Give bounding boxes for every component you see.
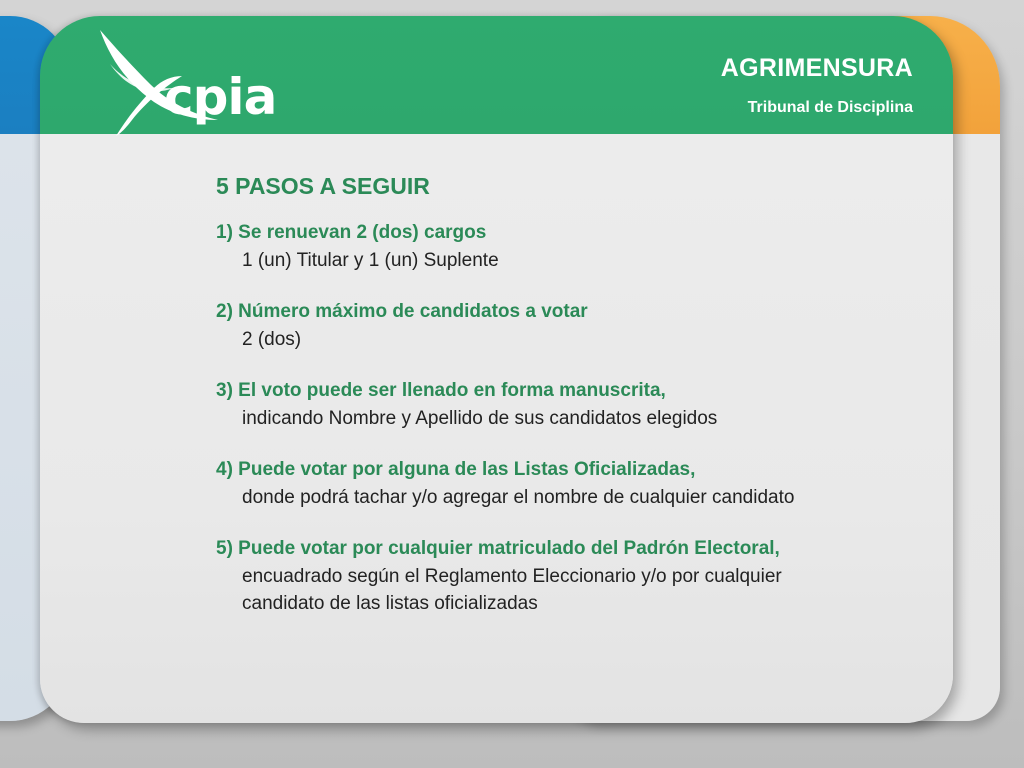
step-item [216,298,936,353]
step-title: 1) Se renuevan 2 (dos) cargos [216,222,487,243]
steps-content [216,171,936,641]
main-slide-card [40,16,953,723]
step-item [216,456,936,511]
step-detail: encuadrado según el Reglamento Eleccionario y/o por cualquier [242,566,782,587]
step-title: 2) Número máximo de candidatos a votar [216,301,588,322]
step-item [216,219,936,274]
step-detail: indicando Nombre y Apellido de sus candidatos elegidos [242,408,718,429]
cpia-logo-text: cpia [164,68,277,126]
step-title: 4) Puede votar por alguna de las Listas Oficializadas, [216,459,696,480]
step-detail: 2 (dos) [242,329,302,350]
step-item [216,535,936,617]
step-detail: 1 (un) Titular y 1 (un) Suplente [242,250,499,271]
step-title: 5) Puede votar por cualquier matriculado del Padrón Electoral, [216,538,780,559]
step-title: 3) El voto puede ser llenado en forma manuscrita, [216,380,666,401]
step-detail: candidato de las listas oficializadas [242,593,538,614]
steps-heading: 5 PASOS A SEGUIR [216,173,430,199]
header-subtitle: Tribunal de Disciplina [747,99,913,116]
step-detail: donde podrá tachar y/o agregar el nombre de cualquier candidato [242,487,795,508]
header-title: AGRIMENSURA [720,54,913,82]
step-item [216,377,936,432]
cpia-logo-icon [96,24,296,136]
